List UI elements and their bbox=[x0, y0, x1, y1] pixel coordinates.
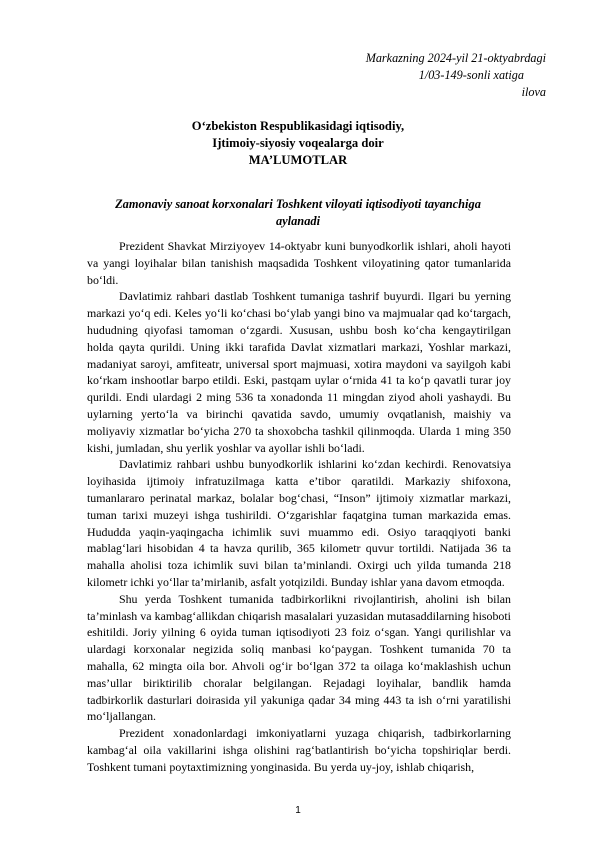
document-heading bbox=[0, 118, 596, 169]
page-number: 1 bbox=[295, 805, 301, 816]
paragraph-5: Prezident xonadonlardagi imkoniyatlarni yuzaga chiqarish, tadbirkorlarning kambag‘al oila vakillarini ishga olishini rag‘batlantirish bo‘yicha topshiriqlar berdi. Toshkent tumani poytaxtimizning yonginasida. Bu yerda uy-joy, ishlab chiqarish, bbox=[87, 726, 511, 774]
attachment-note-line-3: ilova bbox=[521, 85, 546, 99]
paragraph-4: Shu yerda Toshkent tumanida tadbirkorlikni rivojlantirish, aholini ish bilan ta’minlash va kambag‘allikdan chiqarish masalalari yuzasidan mutasaddilarning hisoboti eshitildi. Joriy yilning 6 oyida tuman iqtisodiyoti 23 foiz o‘sgan. Yangi qurilishlar va ulardagi korxonalar negizida soliq manbasi ko‘paygan. Toshkent tumanida 70 ta mahalla, 62 mingta oila bor. Ahvoli og‘ir bo‘lgan 372 ta oilaga ko‘maklashish uchun mas’ullar biriktirilib choralar belgilangan. Rejadagi loyihalar, bandlik hamda tadbirkorlik dasturlari doirasida yil yakuniga qadar 34 ming 443 ta ish o‘rni yaratilishi mo‘ljallangan. bbox=[87, 591, 511, 724]
heading-line-1: O‘zbekiston Respublikasidagi iqtisodiy, bbox=[191, 119, 405, 133]
paragraph-1: Prezident Shavkat Mirziyoyev 14-oktyabr kuni bunyodkorlik ishlari, aholi hayoti va yangi loyihalar bilan tanishish maqsadida Toshkent viloyatining qator tumanlarida bo‘ldi. bbox=[87, 239, 511, 287]
paragraph-3: Davlatimiz rahbari ushbu bunyodkorlik ishlarini ko‘zdan kechirdi. Renovatsiya loyihasida ijtimoiy infratuzilmaga katta e’tibor qaratildi. Markaziy shifoxona, tumanlararo perinatal markaz, bolalar bog‘chasi, “Inson” ijtimoiy xizmatlar markazi, tuman tarixi muzeyi ishga tushirildi. O‘zgarishlar faqatgina tuman markazida emas. Hududda yaqin-yaqingacha ichimlik suvi muammo edi. Osiyo taraqqiyoti banki mablag‘lari hisobidan 4 ta havza qurilib, 365 kilometr quvur tortildi. Natijada 36 ta mahalla aholisi toza ichimlik suvi bilan ta’minlandi. Oxirgi uch yilda tumanda 218 kilometr ichki yo‘llar ta’mirlanib, asfalt yotqizildi. Bunday ishlar yana davom etmoqda. bbox=[87, 457, 511, 589]
article-title: Zamonaviy sanoat korxonalari Toshkent viloyati iqtisodiyoti tayanchiga aylanadi bbox=[115, 197, 481, 228]
heading-line-3: MA’LUMOTLAR bbox=[248, 153, 348, 167]
paragraph-2: Davlatimiz rahbari dastlab Toshkent tumaniga tashrif buyurdi. Ilgari bu yerning markazi yo‘q edi. Keles yo‘li ko‘chasi bo‘ylab yangi bino va majmualar qad ko‘targach, hududning qiyofasi tamoman o‘zgardi. Xususan, ushbu bosh ko‘cha kengaytirilgan holda qayta qurildi. Uning ikki tarafida Davlat xizmatlari markazi, Yoshlar markazi, madaniyat saroyi, amfiteatr, universal sport majmuasi, xotira maydoni va sayilgoh kabi ko‘rkam inshootlar barpo etildi. Eski, pastqam uylar o‘rnida 41 ta ko‘p qavatli turar joy qurildi. Endi ulardagi 2 ming 536 ta xonadonda 11 mingdan ziyod aholi yashaydi. Bu uylarning yerto‘la va birinchi qavatida savdo, umumiy ovqatlanish, maishiy va moliyaviy xizmatlar bo‘yicha 270 ta shoxobcha tashkil qilinmoqda. Ularda 1 ming 350 kishi, jumladan, shu yerlik yoshlar va ayollar ishli bo‘ladi. bbox=[87, 289, 511, 455]
attachment-note bbox=[366, 50, 546, 101]
attachment-note-line-1: Markazning 2024-yil 21-oktyabrdagi bbox=[365, 51, 546, 65]
heading-line-2: Ijtimoiy-siyosiy voqealarga doir bbox=[212, 136, 384, 150]
article-body bbox=[87, 238, 511, 776]
attachment-note-line-2: 1/03-149-sonli xatiga bbox=[418, 68, 524, 82]
